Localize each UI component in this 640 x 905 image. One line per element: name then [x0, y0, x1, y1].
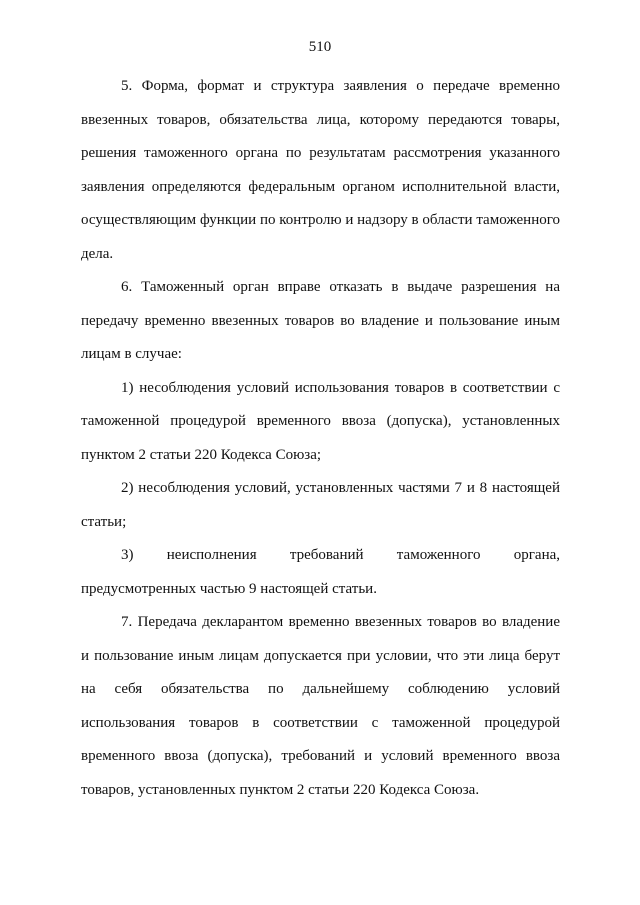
paragraph-7: 7. Передача декларантом временно ввезенных товаров во владение и пользование иным лицам допускается при условии, что эти лица берут на себя обязательства по дальнейшему соблюдению условий использования товаров в соответствии с таможенной процедурой временного ввоза (допуска), требований и условий временного ввоза товаров, установленных пунктом 2 статьи 220 Кодекса Союза.: [81, 614, 560, 798]
document-body: [81, 70, 560, 807]
list-item-1: 1) несоблюдения условий использования товаров в соответствии с таможенной процедурой временного ввоза (допуска), установленных пунктом 2 статьи 220 Кодекса Союза;: [81, 379, 560, 463]
page-number: 510: [308, 39, 332, 55]
list-item-3: 3) неисполнения требований таможенного органа, предусмотренных частью 9 настоящей статьи.: [81, 547, 560, 597]
paragraph-5: 5. Форма, формат и структура заявления о передаче временно ввезенных товаров, обязательства лица, которому передаются товары, решения таможенного органа по результатам рассмотрения указанного заявления определяются федеральным органом исполнительной власти, осуществляющим функции по контролю и надзору в области таможенного дела.: [81, 78, 560, 262]
paragraph-6: 6. Таможенный орган вправе отказать в выдаче разрешения на передачу временно ввезенных товаров во владение и пользование иным лицам в случае:: [81, 279, 560, 362]
list-item-2: 2) несоблюдения условий, установленных частями 7 и 8 настоящей статьи;: [81, 480, 560, 530]
